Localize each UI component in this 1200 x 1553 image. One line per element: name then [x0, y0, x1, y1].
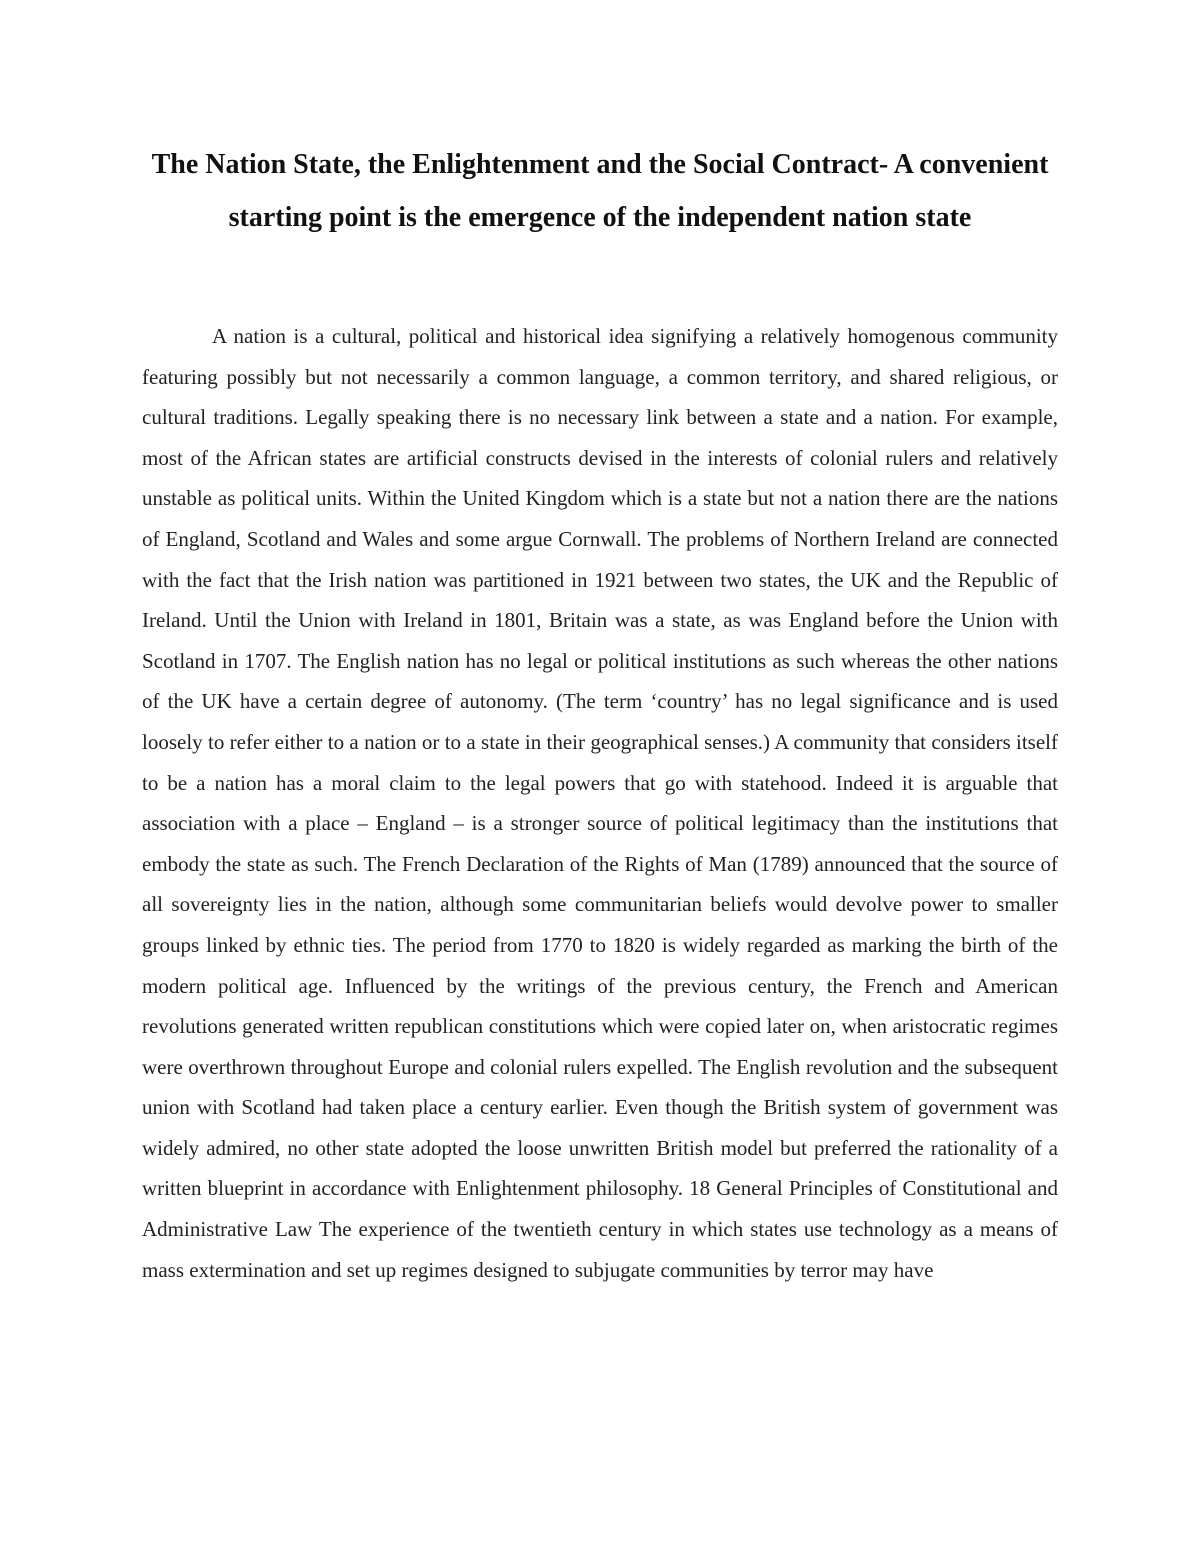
body-paragraph: A nation is a cultural, political and historical idea signifying a relatively homogenous community featuring possibly but not necessarily a common language, a common territory, and shared religious, or cultural traditions. Legally speaking there is no necessary link between a state and a nation. For example, most of the African states are artificial constructs devised in the interests of colonial rulers and relatively unstable as political units. Within the United Kingdom which is a state but not a nation there are the nations of England, Scotland and Wales and some argue Cornwall. The problems of Northern Ireland are connected with the fact that the Irish nation was partitioned in 1921 between two states, the UK and the Republic of Ireland. Until the Union with Ireland in 1801, Britain was a state, as was England before the Union with Scotland in 1707. The English nation has no legal or political institutions as such whereas the other nations of the UK have a certain degree of autonomy. (The term ‘country’ has no legal significance and is used loosely to refer either to a nation or to a state in their geographical senses.) A community that considers itself to be a nation has a moral claim to the legal powers that go with statehood. Indeed it is arguable that association with a place – England – is a stronger source of political legitimacy than the institutions that embody the state as such. The French Declaration of the Rights of Man (1789) announced that the source of all sovereignty lies in the nation, although some communitarian beliefs would devolve power to smaller groups linked by ethnic ties. The period from 1770 to 1820 is widely regarded as marking the birth of the modern political age. Influenced by the writings of the previous century, the French and American revolutions generated written republican constitutions which were copied later on, when aristocratic regimes were overthrown throughout Europe and colonial rulers expelled. The English revolution and the subsequent union with Scotland had taken place a century earlier. Even though the British system of government was widely admired, no other state adopted the loose unwritten British model but preferred the rationality of a written blueprint in accordance with Enlightenment philosophy. 18 General Principles of Constitutional and Administrative Law The experience of the twentieth century in which states use technology as a means of mass extermination and set up regimes designed to subjugate communities by terror may have: [142, 324, 1058, 1282]
document-title: The Nation State, the Enlightenment and the Social Contract- A convenient starting point is the emergence of the independent nation state: [151, 149, 1049, 233]
